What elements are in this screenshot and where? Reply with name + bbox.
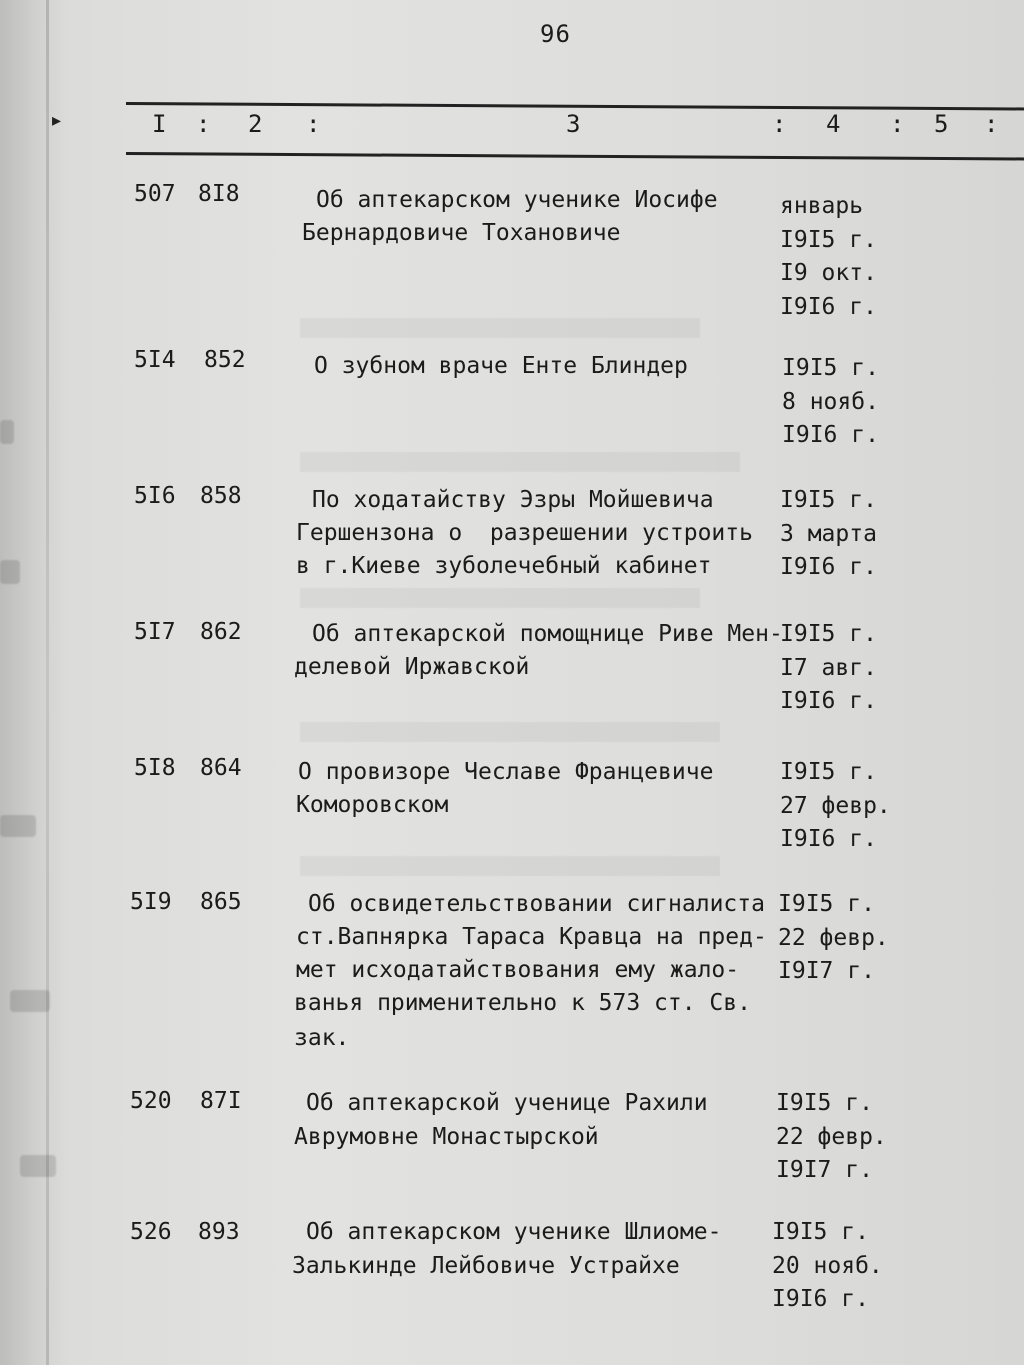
record-dates: [780, 756, 891, 857]
record-number: 526: [130, 1219, 172, 1245]
file-number: 865: [200, 889, 242, 915]
date-line: I9I5 г.: [780, 487, 877, 513]
date-line: I9I5 г.: [776, 1090, 873, 1116]
file-number: 858: [200, 483, 242, 509]
record-dates: [780, 484, 877, 585]
date-line: 20 нояб.: [772, 1252, 883, 1279]
header-rule-bottom: [126, 152, 1024, 160]
header-sep: :: [890, 110, 905, 138]
date-line: I9I7 г.: [776, 1157, 873, 1183]
title-line: зак.: [294, 1025, 350, 1051]
file-number: 864: [200, 755, 242, 781]
record-dates: [780, 618, 877, 719]
record-number: 520: [130, 1088, 172, 1114]
header-col4: 4: [826, 110, 841, 138]
title-line: Об освидетельствовании сигналиста: [308, 891, 765, 917]
header-col5: 5: [934, 110, 949, 138]
title-line: ст.Вапнярка Тараса Кравца на пред-: [296, 924, 767, 950]
header-col3: 3: [566, 110, 581, 138]
date-line: I9I5 г.: [772, 1219, 869, 1245]
header-sep: :: [984, 110, 999, 138]
record-dates: [778, 888, 889, 989]
record-dates: [780, 190, 877, 324]
date-line: I9 окт.: [780, 260, 877, 286]
date-line: 22 февр.: [778, 924, 889, 951]
date-line: I9I6 г.: [780, 554, 877, 580]
file-number: 8I8: [198, 181, 240, 207]
header-col2: 2: [248, 110, 263, 138]
title-line: Аврумовне Монастырской: [294, 1124, 599, 1150]
bleed-through-shadow: [300, 588, 700, 608]
date-line: 22 февр.: [776, 1123, 887, 1150]
title-line: Гершензона о разрешении устроить: [296, 520, 753, 546]
record-dates: [782, 352, 879, 453]
date-line: I9I5 г.: [780, 759, 877, 785]
title-line: По ходатайству Эзры Мойшевича: [312, 487, 714, 513]
title-line: Коморовском: [296, 792, 449, 818]
file-number: 852: [204, 347, 246, 373]
page-number: 96: [540, 20, 571, 48]
title-line: О провизоре Чеславе Францевиче: [298, 759, 714, 785]
bleed-through-shadow: [0, 815, 36, 837]
bleed-through-shadow: [0, 560, 20, 584]
title-line: Об аптекарском ученике Иосифе: [316, 187, 718, 213]
date-line: I9I5 г.: [782, 355, 879, 381]
date-line: I9I5 г.: [780, 226, 877, 253]
record-number: 5I6: [134, 483, 176, 509]
title-line: Залькинде Лейбовиче Устрайхе: [292, 1253, 680, 1279]
punch-mark: ▸: [52, 110, 62, 131]
title-line: в г.Киеве зуболечебный кабинет: [296, 553, 712, 579]
file-number: 87I: [200, 1088, 242, 1114]
date-line: 27 февр.: [780, 792, 891, 819]
date-line: I9I7 г.: [778, 958, 875, 984]
header-sep: :: [196, 110, 211, 138]
date-line: I9I5 г.: [778, 891, 875, 917]
title-line: Бернардовиче Тохановиче: [302, 220, 621, 246]
title-line: Об аптекарской помощнице Риве Мен-: [312, 621, 783, 647]
file-number: 862: [200, 619, 242, 645]
date-line: 8 нояб.: [782, 388, 879, 415]
title-line: ванья применительно к 573 ст. Св.: [294, 990, 751, 1016]
bleed-through-shadow: [300, 856, 720, 876]
header-sep: :: [772, 110, 787, 138]
title-line: Об аптекарском ученике Шлиоме-: [306, 1219, 722, 1245]
bleed-through-shadow: [300, 318, 700, 338]
bleed-through-shadow: [300, 722, 720, 742]
header-col1: I: [152, 110, 167, 138]
bleed-through-shadow: [300, 452, 740, 472]
date-line: январь: [780, 193, 864, 219]
date-line: 3 марта: [780, 520, 877, 547]
header-sep: :: [306, 110, 321, 138]
title-line: Об аптекарской ученице Рахили: [306, 1090, 708, 1116]
bleed-through-shadow: [0, 420, 14, 444]
date-line: I9I6 г.: [772, 1286, 869, 1312]
record-number: 5I7: [134, 619, 176, 645]
record-number: 5I4: [134, 347, 176, 373]
date-line: I9I5 г.: [780, 621, 877, 647]
title-line: мет исходатайствования ему жало-: [296, 957, 740, 983]
title-line: О зубном враче Енте Блиндер: [314, 353, 688, 379]
bleed-through-shadow: [20, 1155, 56, 1177]
record-number: 507: [134, 181, 176, 207]
file-number: 893: [198, 1219, 240, 1245]
record-dates: [772, 1216, 883, 1317]
date-line: I9I6 г.: [780, 293, 877, 320]
record-dates: [776, 1087, 887, 1188]
date-line: I9I6 г.: [780, 826, 877, 852]
date-line: I9I6 г.: [780, 688, 877, 714]
date-line: I9I6 г.: [782, 422, 879, 448]
title-line: делевой Иржавской: [294, 654, 530, 680]
date-line: I7 авг.: [780, 654, 877, 681]
bleed-through-shadow: [10, 990, 50, 1012]
record-number: 5I8: [134, 755, 176, 781]
record-number: 5I9: [130, 889, 172, 915]
